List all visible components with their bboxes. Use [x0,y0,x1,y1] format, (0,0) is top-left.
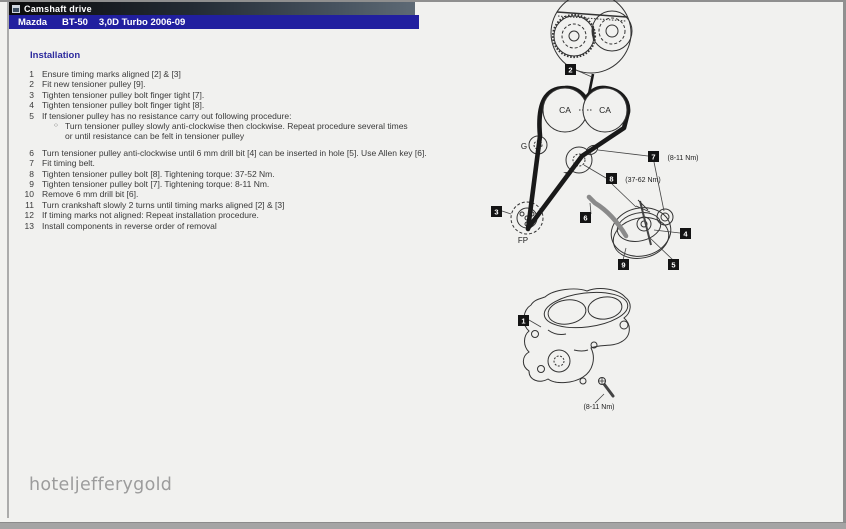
step-item [11,169,447,179]
tensioner-pulley-label: T [563,171,569,180]
timing-marks-detail-circle [551,0,632,73]
svg-text:6: 6 [583,213,588,223]
torque-bolt-7: (8-11 Nm) [667,155,699,162]
step-item [11,111,447,121]
step-number: 5 [29,110,34,121]
vehicle-make: Mazda [18,16,48,28]
window-title: Camshaft drive [24,3,92,14]
svg-text:9: 9 [621,260,626,270]
vehicle-header-bar [9,15,419,29]
step-text: Tighten tensioner pulley bolt finger tight [7]. [42,89,205,100]
step-text: If tensioner pulley has no resistance carry out following procedure: [42,110,292,121]
step-item [11,179,447,189]
callout-2 [565,64,576,75]
step-text: Tighten tensioner pulley bolt [8]. Tightening torque: 37-52 Nm. [42,168,275,179]
step-item [11,100,447,110]
section-heading: Installation [30,50,81,61]
step-number: 6 [29,147,34,158]
svg-text:3: 3 [494,207,499,217]
step-number: 9 [29,179,34,190]
torque-bolt-8: (37-62 Nm) [625,177,661,184]
cam-pulley-right-label: CA [599,105,611,115]
callout-3 [491,206,502,217]
step-text: Tighten tensioner pulley bolt [7]. Tightening torque: 8-11 Nm. [42,179,270,190]
watermark-text: hoteljefferygold [29,475,173,495]
svg-text:2: 2 [568,65,573,75]
step-item [11,69,447,79]
step-item [11,90,447,100]
step-item [11,79,447,89]
callout-7 [648,151,698,162]
step-number: 11 [25,199,34,210]
circle-bullet-icon: ○ [54,122,58,130]
callout-8 [606,173,661,184]
step-text: Ensure timing marks aligned [2] & [3] [42,69,181,79]
leader-lines [502,150,680,403]
callout-6 [580,212,591,223]
step-number: 3 [29,89,34,100]
step-number: 12 [24,210,34,221]
step-number: 8 [29,168,34,179]
svg-text:5: 5 [671,260,676,270]
timing-belt-diagram [478,0,768,430]
vehicle-engine: 3,0D Turbo 2006-09 [98,16,186,28]
step-number: 7 [29,158,34,169]
cover-bolt [599,378,614,397]
app-icon[interactable] [12,5,20,13]
step-text: Turn tensioner pulley anti-clockwise until 6 mm drill bit [4] can be inserted in hole [5]. Use Allen key [6]. [42,147,427,158]
step-text: Tighten tensioner pulley bolt finger tight [8]. [42,100,205,111]
step-item [11,221,447,231]
window-border-left [7,2,9,518]
callout-1 [518,315,529,326]
svg-text:1: 1 [521,316,526,326]
step-text: Install components in reverse order of removal [42,220,217,231]
callout-4 [680,228,691,239]
timing-belt-cover [523,288,630,384]
svg-text:7: 7 [651,152,656,162]
step-text: Fit new tensioner pulley [9]. [42,79,146,90]
step-item [11,200,447,210]
installation-steps [11,69,447,231]
svg-text:8: 8 [609,174,614,184]
window-titlebar[interactable] [9,2,415,15]
step-item [11,158,447,168]
svg-text:4: 4 [683,229,688,239]
callout-9 [618,259,629,270]
step-text: Remove 6 mm drill bit [6]. [42,189,139,200]
step-item [11,148,447,158]
step-number: 4 [29,100,34,111]
guide-pulley-label: G [520,142,528,151]
step-item [11,210,447,220]
step-number: 13 [24,220,34,231]
step-number: 10 [24,189,34,200]
step-text: Fit timing belt. [42,158,95,169]
step-item [11,189,447,199]
vehicle-model: BT-50 [62,16,88,28]
crank-pulley-label: FP [517,236,529,245]
torque-cover-bolt: (8-11 Nm) [583,404,615,411]
substep-text: Turn tensioner pulley slowly anti-clockwise then clockwise. Repeat procedure several times or until resistance can be felt in tensioner pulley [65,121,408,142]
cam-pulley-left-label: CA [559,105,571,115]
substep-item [54,121,447,142]
step-number: 2 [29,79,34,90]
step-text: If timing marks not aligned: Repeat installation procedure. [42,210,259,221]
callout-5 [668,259,679,270]
tensioner-assembly [589,197,675,263]
window-border-bottom [0,522,846,529]
step-text: Turn crankshaft slowly 2 turns until timing marks aligned [2] & [3] [42,199,285,210]
step-number: 1 [29,69,34,79]
